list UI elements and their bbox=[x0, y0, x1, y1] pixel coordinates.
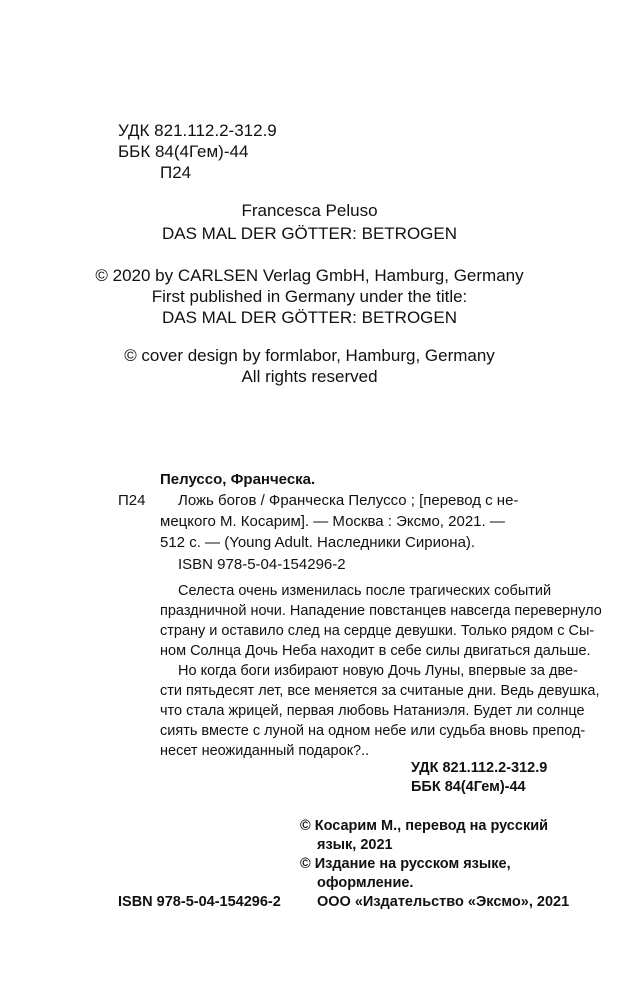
original-title: DAS MAL DER GÖTTER: BETROGEN bbox=[161, 224, 458, 243]
footer-bbk: ББК 84(4Гем)-44 bbox=[411, 779, 526, 795]
annotation-line: праздничной ночи. Нападение повстанцев навсегда перевернуло bbox=[160, 603, 602, 619]
bbk-code: ББК 84(4Гем)-44 bbox=[118, 142, 249, 161]
annotation-line: Селеста очень изменилась после трагических событий bbox=[178, 583, 552, 599]
annotation-line: несет неожиданный подарок?.. bbox=[160, 743, 370, 759]
edition-copyright-cont: оформление. bbox=[317, 875, 414, 891]
first-published-line: First published in Germany under the title: bbox=[151, 287, 468, 306]
udk-code: УДК 821.112.2-312.9 bbox=[118, 121, 277, 140]
author-mark: П24 bbox=[160, 163, 192, 182]
catalog-line: 512 с. — (Young Adult. Наследники Сириона). bbox=[160, 534, 476, 551]
catalog-line: мецкого М. Косарим]. — Москва : Эксмо, 2021. — bbox=[160, 513, 505, 530]
catalog-isbn: ISBN 978-5-04-154296-2 bbox=[178, 556, 346, 573]
bottom-isbn: ISBN 978-5-04-154296-2 bbox=[118, 894, 281, 910]
catalog-code: П24 bbox=[118, 492, 146, 509]
translation-copyright-year: язык, 2021 bbox=[317, 837, 393, 853]
annotation-line: сти пятьдесят лет, все меняется за считаные дни. Ведь девушка, bbox=[160, 683, 600, 699]
catalog-author: Пелуссо, Франческа. bbox=[160, 471, 316, 488]
original-author: Francesca Peluso bbox=[241, 201, 378, 220]
translation-copyright: © Косарим М., перевод на русский bbox=[300, 818, 549, 834]
catalog-line: Ложь богов / Франческа Пелуссо ; [перевод с не- bbox=[178, 492, 519, 509]
footer-udk: УДК 821.112.2-312.9 bbox=[411, 760, 548, 776]
annotation-line: страну и оставило след на сердце девушки. Только рядом с Сы- bbox=[160, 623, 595, 639]
annotation-line: что стала жрицей, первая любовь Натаниэля. Будет ли солнце bbox=[160, 703, 585, 719]
cover-design-credit: © cover design by formlabor, Hamburg, Germany bbox=[124, 346, 495, 365]
rights-reserved: All rights reserved bbox=[241, 367, 378, 386]
edition-copyright: © Издание на русском языке, bbox=[300, 856, 511, 872]
annotation-line: Но когда боги избирают новую Дочь Луны, впервые за две- bbox=[178, 663, 578, 679]
annotation-line: сиять вместе с луной на одном небе или судьба вновь препод- bbox=[160, 723, 586, 739]
copyright-original-line: © 2020 by CARLSEN Verlag GmbH, Hamburg, Germany bbox=[95, 266, 524, 285]
annotation-line: ном Солнца Дочь Неба находит в себе силы двигаться дальше. bbox=[160, 643, 591, 659]
publisher-line: ООО «Издательство «Эксмо», 2021 bbox=[317, 894, 570, 910]
original-title-repeat: DAS MAL DER GÖTTER: BETROGEN bbox=[161, 308, 458, 327]
